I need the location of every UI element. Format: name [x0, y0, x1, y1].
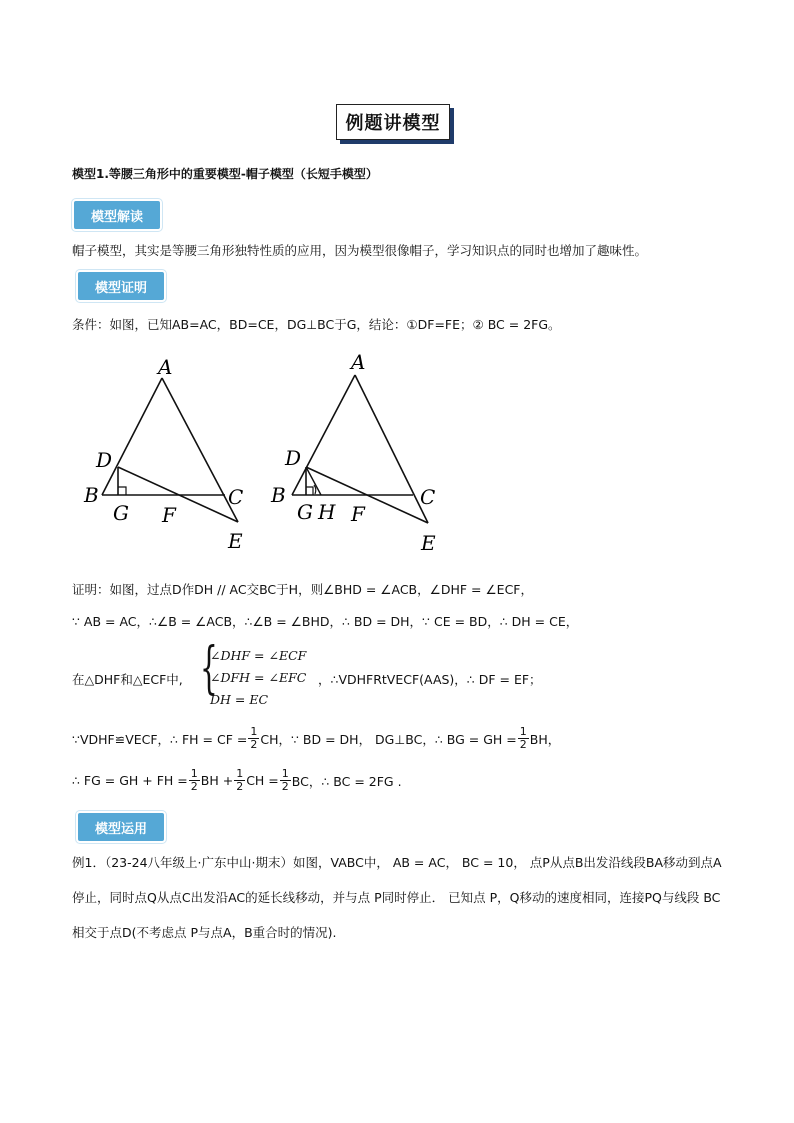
label-B: B	[84, 483, 99, 507]
proof-line-5-b: BH +	[200, 773, 234, 788]
example-text: 例1．（23-24八年级上·广东中山·期末）如图，VABC中， AB = AC， BC = 10， 点P从点B出发沿线段BA移动到点A停止，同时点Q从点C出发沿AC的延长线移动，并与点 P同时停止． 已知点 P，Q移动的速度相同，连接PQ与线段 BC相交于点D(不考虑点 P与点A，B重合时的情况).	[72, 855, 722, 940]
tag-model-reading: 模型解读	[72, 199, 162, 231]
figure-2-triangle	[265, 345, 455, 560]
fraction-half: $\frac{1}{2}$	[236, 767, 244, 793]
proof-line-4-c: BH，	[529, 731, 561, 747]
fraction-half: $\frac{1}{2}$	[250, 725, 258, 751]
proof-line-5	[72, 768, 402, 793]
label-H: H	[318, 500, 336, 524]
label-A: A	[158, 355, 173, 379]
section-title: 例题讲模型	[336, 104, 450, 140]
condition-side: DH = EC	[210, 692, 269, 707]
proof-line-3-suffix: ，∴VDHFRtVECF(AAS)，∴ DF = EF；	[318, 672, 542, 687]
condition-angle-2: ∠DFH = ∠EFC	[210, 670, 307, 685]
proof-line-4	[72, 726, 560, 751]
fraction-half: $\frac{1}{2}$	[519, 725, 527, 751]
label-E: E	[421, 531, 436, 555]
proof-line-3-prefix: 在△DHF和△ECF中,	[72, 672, 183, 687]
label-F: F	[351, 502, 365, 526]
label-D: D	[96, 448, 113, 472]
proof-line-2: ∵ AB = AC，∴∠B = ∠ACB，∴∠B = ∠BHD，∴ BD = DH，∵ CE = BD，∴ DH = CE，	[72, 614, 579, 629]
proof-line-4-a: ∵VDHF≌VECF，∴ FH = CF =	[72, 731, 248, 747]
label-C: C	[420, 485, 436, 509]
label-E: E	[228, 529, 243, 553]
fraction-half: $\frac{1}{2}$	[281, 767, 289, 793]
congruence-conditions	[210, 645, 306, 711]
condition-angle-1: ∠DHF = ∠ECF	[210, 648, 307, 663]
label-C: C	[228, 485, 244, 509]
tag-model-proof: 模型证明	[76, 270, 166, 302]
brace-symbol: {	[200, 636, 218, 701]
proof-line-5-c: CH =	[246, 773, 279, 788]
tag-model-use: 模型运用	[76, 811, 166, 843]
label-D: D	[285, 446, 302, 470]
label-A: A	[351, 350, 366, 374]
proof-line-5-d: BC，∴ BC = 2FG .	[291, 773, 402, 789]
label-G: G	[113, 501, 129, 525]
intro-text: 帽子模型，其实是等腰三角形独特性质的应用，因为模型很像帽子，学习知识点的同时也增加了趣味性。	[72, 243, 648, 258]
fraction-half: $\frac{1}{2}$	[190, 767, 198, 793]
proof-line-1: 证明：如图，过点D作DH // AC交BC于H，则∠BHD = ∠ACB，∠DHF = ∠ECF，	[72, 582, 533, 597]
label-B: B	[271, 483, 286, 507]
condition-text: 条件：如图，已知AB=AC，BD=CE，DG⊥BC于G，结论：①DF=FE；② BC = 2FG。	[72, 317, 561, 332]
figure-1-triangle	[80, 350, 270, 560]
label-G: G	[297, 500, 313, 524]
proof-line-4-b: CH，∵ BD = DH， DG⊥BC，∴ BG = GH =	[260, 731, 517, 747]
model-heading: 模型1.等腰三角形中的重要模型-帽子模型（长短手模型）	[72, 167, 378, 181]
label-F: F	[162, 503, 176, 527]
proof-line-5-a: ∴ FG = GH + FH =	[72, 773, 188, 788]
